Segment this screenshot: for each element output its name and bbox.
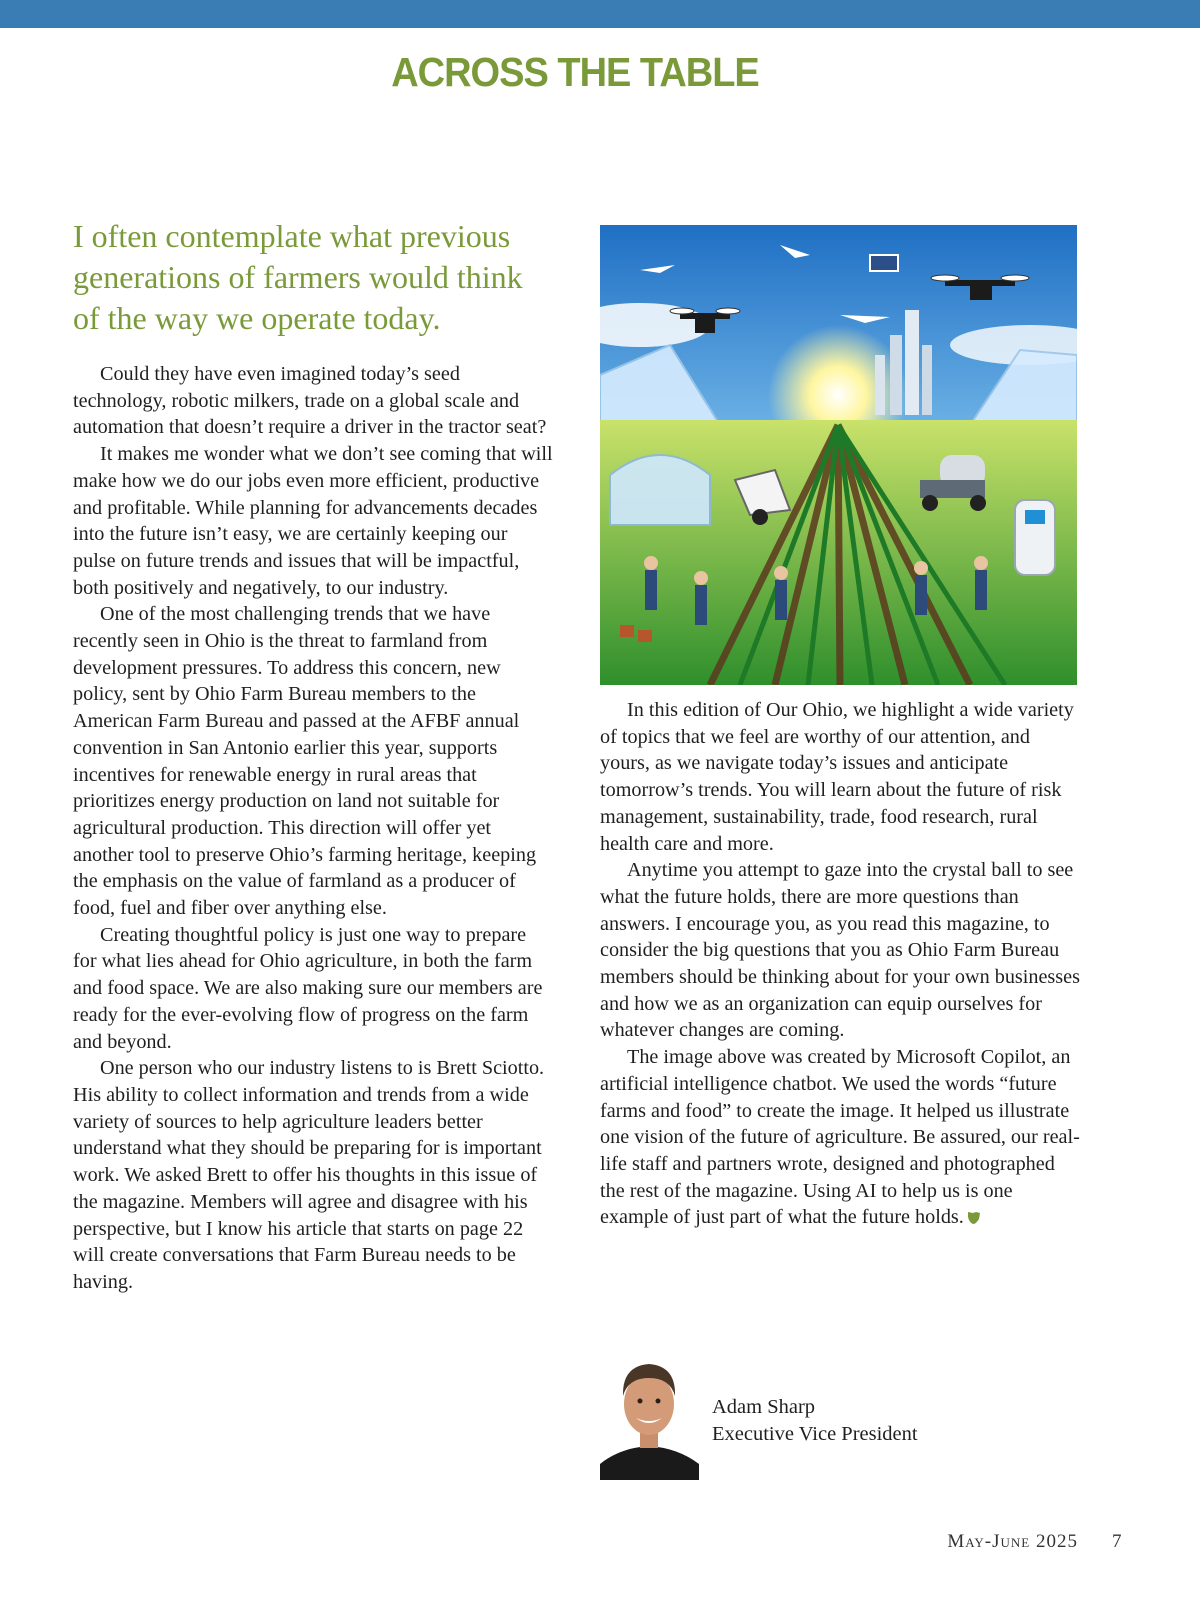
right-column (600, 225, 1080, 1231)
ai-future-farm-illustration (600, 225, 1077, 685)
top-color-bar (0, 0, 1200, 28)
paragraph: Could they have even imagined today’s seed technology, robotic milkers, trade on a global scale and automation that doesn’t require a driver in the tractor seat? (73, 363, 547, 439)
paragraph: It makes me wonder what we don’t see coming that will make how we do our jobs even more efficient, productive and profitable. While planning for advancements decades into the future isn’t easy, we are certainly keeping our pulse on future trends and issues that will be impactful, both positively and negatively, to our industry. (73, 443, 553, 599)
paragraph: One person who our industry listens to is Brett Sciotto. His ability to collect information and trends from a wide variety of sources to help agriculture leaders better understand what they should be preparing for is important work. We asked Brett to offer his thoughts in this issue of the magazine. Members will agree and disagree with his perspective, but I know his article that starts on page 22 will create conversations that Farm Bureau needs to be having. (73, 1057, 545, 1293)
paragraph: In this edition of Our Ohio, we highlight a wide variety of topics that we feel are worthy of our attention, and yours, as we navigate today’s issues and anticipate tomorrow’s trends. You will learn about the future of risk management, sustainability, trade, food research, rural health care and more. (600, 699, 1074, 855)
paragraph: Anytime you attempt to gaze into the crystal ball to see what the future holds, there are more questions than answers. I encourage you, as you read this magazine, to consider the big questions that you as Ohio Farm Bureau members should be thinking about for your own businesses and how we as an organization can equip ourselves for whatever changes are coming. (600, 859, 1080, 1042)
section-title: ACROSS THE TABLE (391, 50, 759, 96)
left-body-text (73, 361, 553, 1296)
ohio-leaf-icon (967, 1211, 981, 1225)
paragraph (600, 1044, 1080, 1231)
left-column (73, 216, 553, 1296)
paragraph: Creating thoughtful policy is just one way to prepare for what lies ahead for Ohio agriculture, in both the farm and food space. We are also making sure our members are ready for the ever-evolving flow of progress on the farm and beyond. (73, 923, 543, 1053)
author-title: Executive Vice President (712, 1423, 918, 1445)
page-number: 7 (1112, 1531, 1122, 1552)
pull-quote: I often contemplate what previous generations of farmers would think of the way we operate today. (73, 218, 523, 336)
author-name: Adam Sharp (712, 1396, 816, 1418)
author-portrait (600, 1346, 699, 1480)
signature-text (712, 1394, 918, 1448)
right-body-text (600, 697, 1080, 1231)
paragraph: One of the most challenging trends that we have recently seen in Ohio is the threat to farmland from development pressures. To address this concern, new policy, sent by Ohio Farm Bureau members to the American Farm Bureau and passed at the AFBF annual convention in San Antonio earlier this year, supports incentives for renewable energy in rural areas that prioritizes energy production on land not suitable for agricultural production. This direction will offer yet another tool to preserve Ohio’s farming heritage, keeping the emphasis on the value of farmland as a producer of food, fuel and fiber over anything else. (73, 603, 537, 920)
issue-date: May-June 2025 (947, 1531, 1078, 1552)
paragraph-text: The image above was created by Microsoft Copilot, an artificial intelligence chatbot. We used the words “future farms and food” to create the image. It helped us illustrate one vision of the future of agriculture. Be assured, our real-life staff and partners wrote, designed and photographed the rest of the magazine. Using AI to help us is one example of just part of what the future holds. (600, 1046, 1080, 1229)
signature-block (600, 1346, 1080, 1480)
